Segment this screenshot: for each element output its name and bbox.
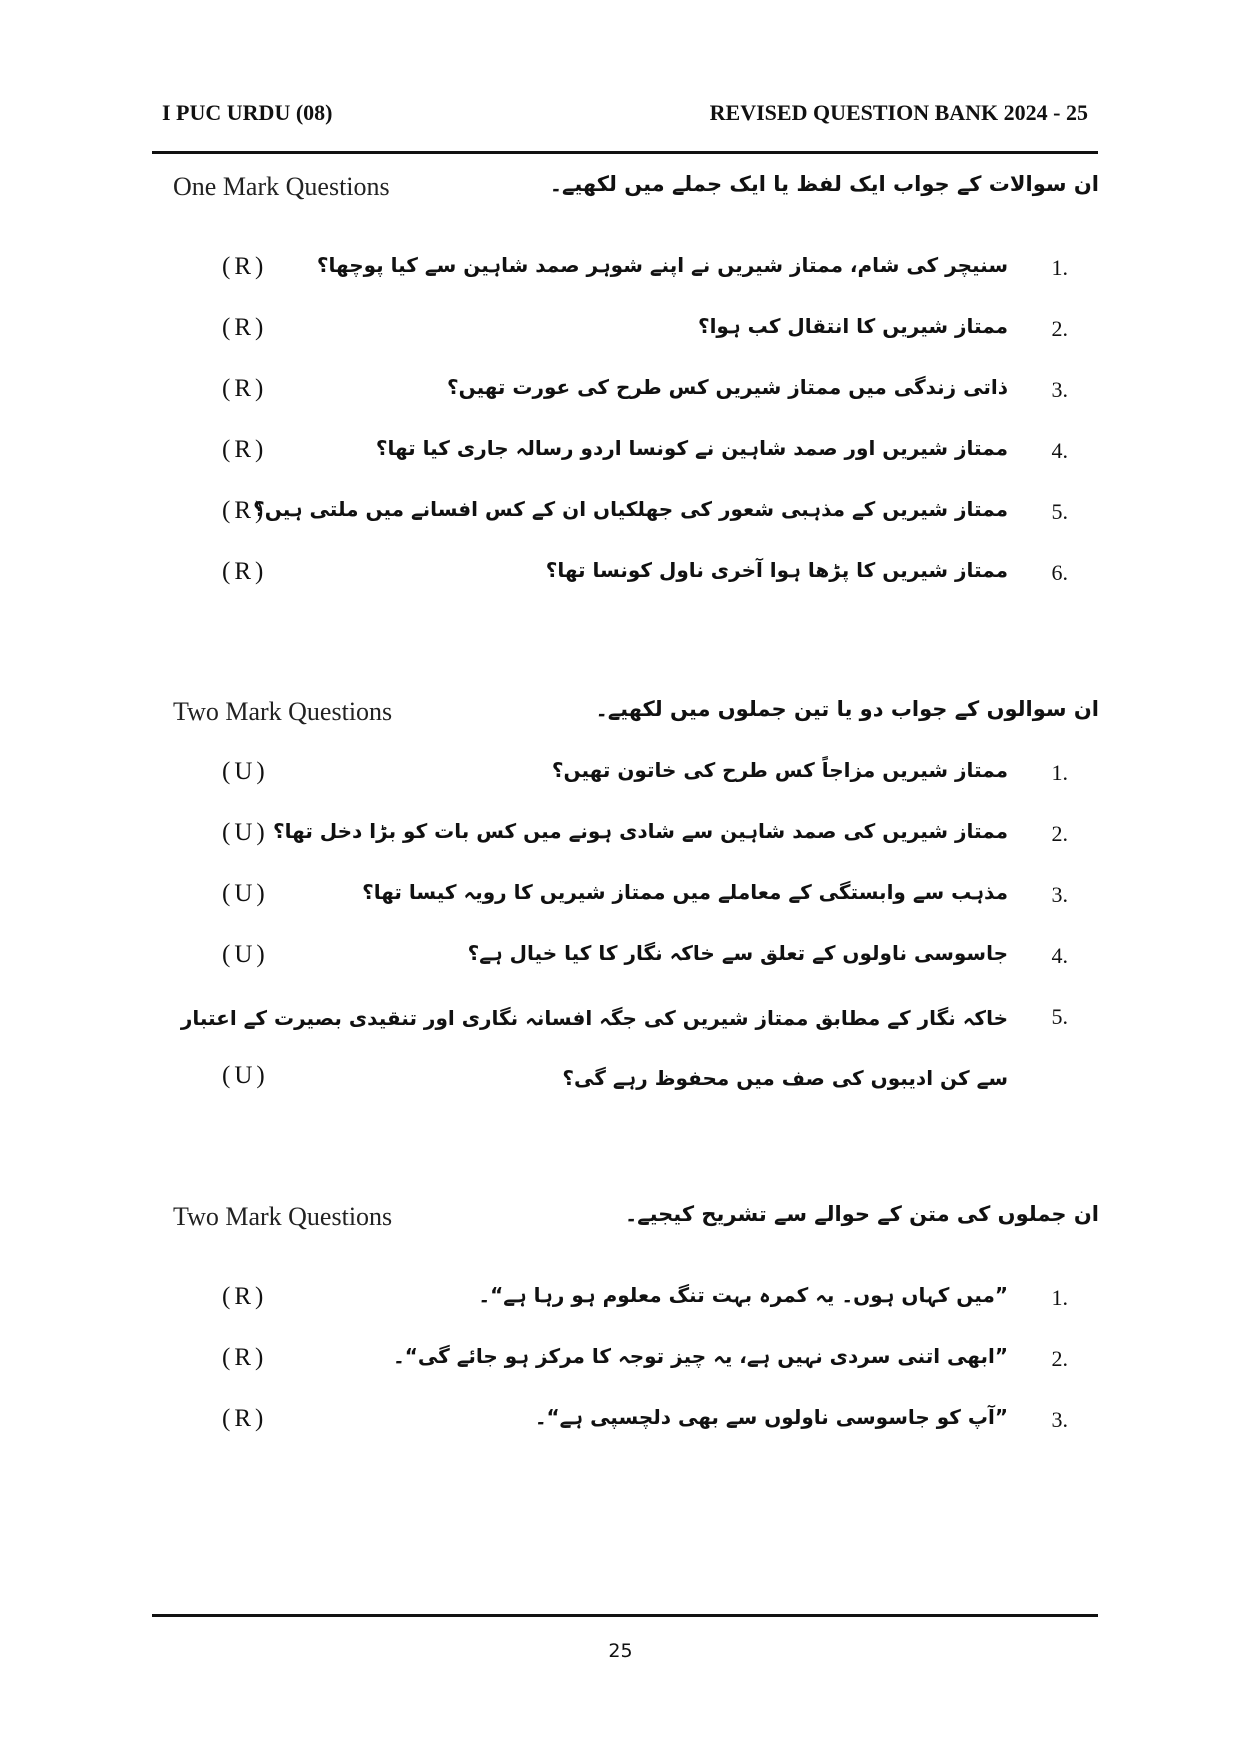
question-number: 2. bbox=[1051, 1346, 1068, 1371]
question-text: ممتاز شیریں کے مذہبی شعور کی جھلکیاں ان کے کس افسانے میں ملتی ہیں؟ bbox=[253, 497, 1008, 521]
page-header bbox=[152, 100, 1088, 140]
section-title-one-mark: One Mark Questions bbox=[173, 172, 390, 201]
question-number: 6. bbox=[1051, 560, 1068, 585]
question-text: ”ابھی اتنی سردی نہیں ہے، یہ چیز توجہ کا مرکز ہو جائے گی“۔ bbox=[393, 1344, 1008, 1368]
question-mark: (U) bbox=[222, 1062, 269, 1089]
question-text: مذہب سے وابستگی کے معاملے میں ممتاز شیریں کا رویہ کیسا تھا؟ bbox=[362, 880, 1008, 904]
question-row bbox=[152, 314, 1088, 362]
question-mark: (U) bbox=[222, 880, 269, 907]
question-row bbox=[152, 1405, 1088, 1453]
page-number: 25 bbox=[608, 1640, 633, 1662]
question-row bbox=[152, 253, 1088, 301]
question-number: 3. bbox=[1051, 882, 1068, 907]
question-number: 4. bbox=[1051, 438, 1068, 463]
footer-rule bbox=[152, 1614, 1098, 1617]
question-text: ”آپ کو جاسوسی ناولوں سے بھی دلچسپی ہے“۔ bbox=[534, 1405, 1008, 1429]
section-instruction-two-mark: ان سوالوں کے جواب دو یا تین جملوں میں لکھیے۔ bbox=[595, 697, 1099, 721]
question-number: 1. bbox=[1051, 760, 1068, 785]
header-subject: I PUC URDU (08) bbox=[162, 100, 333, 125]
section-instruction-one-mark: ان سوالات کے جواب ایک لفظ یا ایک جملے میں لکھیے۔ bbox=[549, 172, 1099, 196]
question-mark: (U) bbox=[222, 758, 269, 785]
question-mark: (R) bbox=[222, 1344, 268, 1371]
question-text: ممتاز شیریں کا پڑھا ہوا آخری ناول کونسا تھا؟ bbox=[545, 558, 1008, 582]
question-row bbox=[152, 758, 1088, 806]
question-mark: (U) bbox=[222, 941, 269, 968]
question-mark: (R) bbox=[222, 497, 268, 524]
question-row bbox=[152, 819, 1088, 867]
question-number: 3. bbox=[1051, 1407, 1068, 1432]
question-text: ممتاز شیریں اور صمد شاہین نے کونسا اردو رسالہ جاری کیا تھا؟ bbox=[375, 436, 1008, 460]
question-text: خاکہ نگار کے مطابق ممتاز شیریں کی جگہ افسانہ نگاری اور تنقیدی بصیرت کے اعتبار سے کن ادیبوں کی صف میں محفوظ رہے گی؟ bbox=[180, 1006, 1008, 1090]
question-text: ”میں کہاں ہوں۔ یہ کمرہ بہت تنگ معلوم ہو رہا ہے“۔ bbox=[478, 1283, 1008, 1307]
question-mark: (U) bbox=[222, 819, 269, 846]
question-mark: (R) bbox=[222, 1405, 268, 1432]
question-row bbox=[152, 1344, 1088, 1392]
question-row bbox=[152, 1283, 1088, 1331]
question-text: ذاتی زندگی میں ممتاز شیریں کس طرح کی عورت تھیں؟ bbox=[446, 375, 1008, 399]
question-text: ممتاز شیریں کی صمد شاہین سے شادی ہونے میں کس بات کو بڑا دخل تھا؟ bbox=[273, 819, 1008, 843]
question-text: ممتاز شیریں کا انتقال کب ہوا؟ bbox=[697, 314, 1008, 338]
question-mark: (R) bbox=[222, 314, 268, 341]
question-mark: (R) bbox=[222, 1283, 268, 1310]
header-rule bbox=[152, 151, 1098, 154]
section-instruction-explanation: ان جملوں کی متن کے حوالے سے تشریح کیجیے۔ bbox=[624, 1202, 1099, 1226]
question-row bbox=[152, 436, 1088, 484]
question-text: سنیچر کی شام، ممتاز شیریں نے اپنے شوہر صمد شاہین سے کیا پوچھا؟ bbox=[316, 253, 1008, 277]
question-number: 3. bbox=[1051, 377, 1068, 402]
question-number: 5. bbox=[1051, 1004, 1068, 1029]
section-title-explanation: Two Mark Questions bbox=[173, 1202, 393, 1231]
question-row bbox=[152, 941, 1088, 989]
question-row bbox=[152, 1002, 1088, 1090]
question-number: 2. bbox=[1051, 316, 1068, 341]
question-number: 4. bbox=[1051, 943, 1068, 968]
question-text: جاسوسی ناولوں کے تعلق سے خاکہ نگار کا کیا خیال ہے؟ bbox=[467, 941, 1008, 965]
question-number: 2. bbox=[1051, 821, 1068, 846]
question-row bbox=[152, 880, 1088, 928]
question-number: 1. bbox=[1051, 1285, 1068, 1310]
question-mark: (R) bbox=[222, 558, 268, 585]
question-mark: (R) bbox=[222, 253, 268, 280]
header-title: REVISED QUESTION BANK 2024 - 25 bbox=[709, 100, 1088, 125]
question-row bbox=[152, 558, 1088, 606]
question-number: 5. bbox=[1051, 499, 1068, 524]
question-row bbox=[152, 375, 1088, 423]
question-mark: (R) bbox=[222, 375, 268, 402]
question-mark: (R) bbox=[222, 436, 268, 463]
question-row bbox=[152, 497, 1088, 545]
section-title-two-mark: Two Mark Questions bbox=[173, 697, 393, 726]
question-number: 1. bbox=[1051, 255, 1068, 280]
question-text: ممتاز شیریں مزاجاً کس طرح کی خاتون تھیں؟ bbox=[551, 758, 1008, 782]
